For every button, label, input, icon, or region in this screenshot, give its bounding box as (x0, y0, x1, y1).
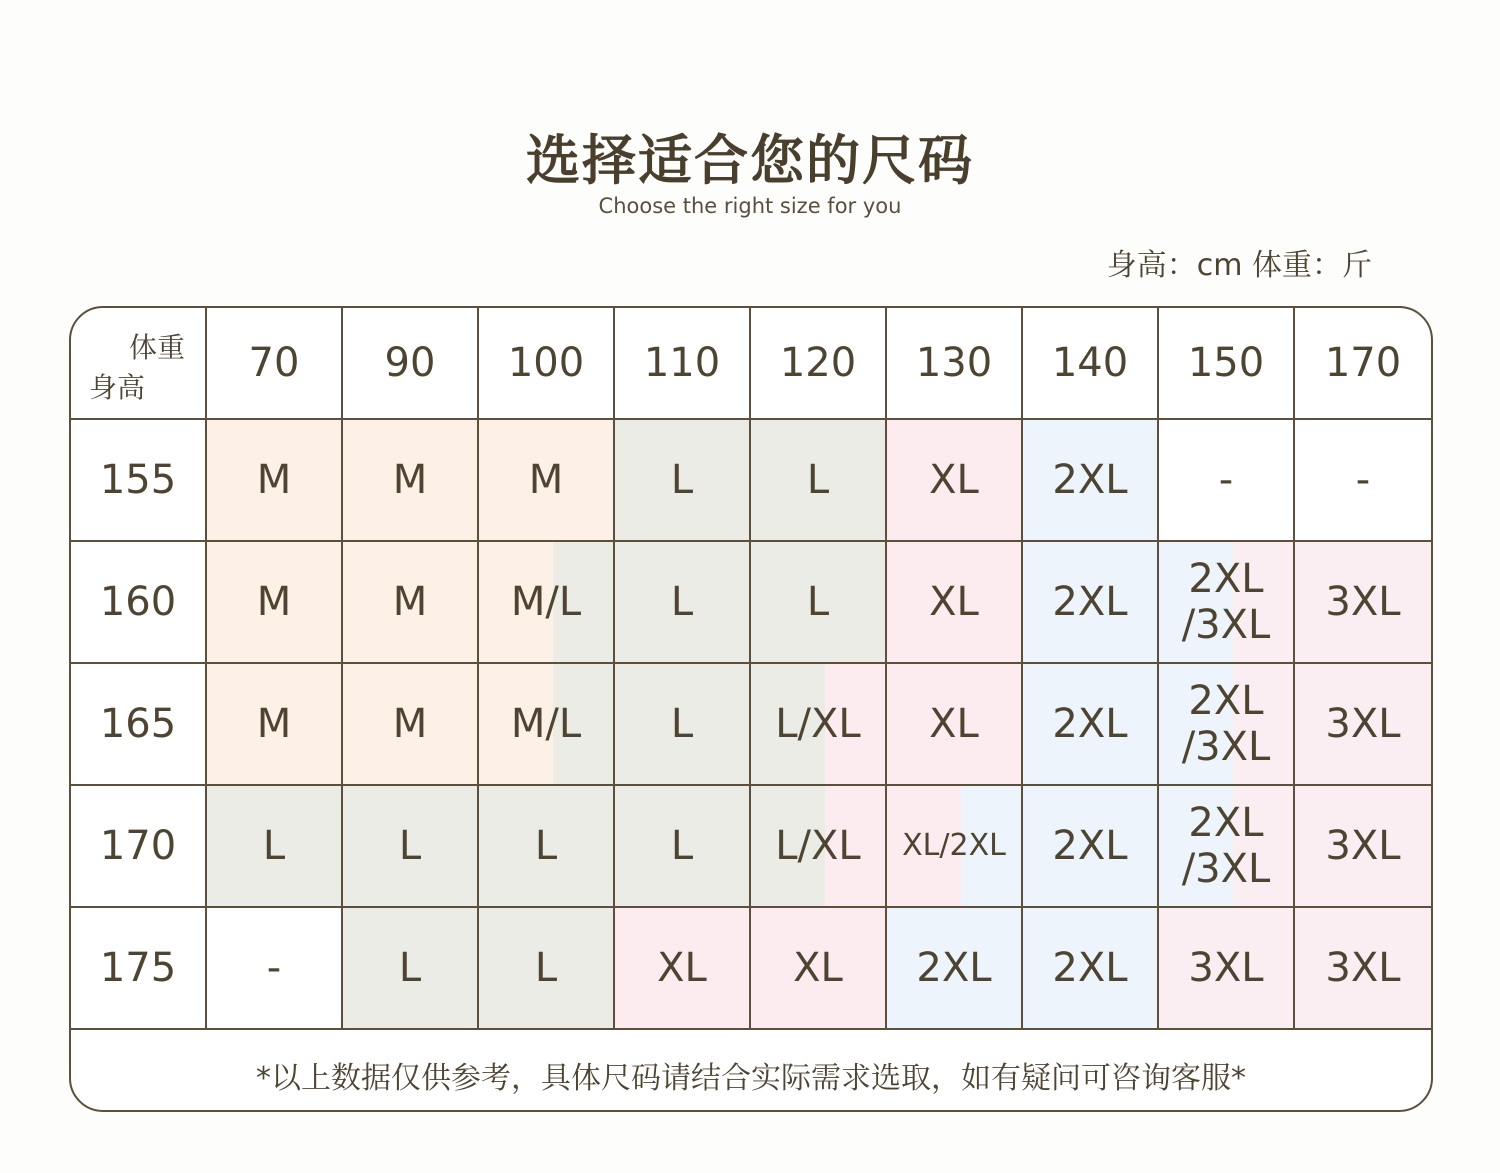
size-cell (615, 908, 751, 1030)
size-cell (1159, 420, 1295, 542)
height-header-155 (71, 420, 207, 542)
size-cell (751, 542, 887, 664)
size-cell (479, 420, 615, 542)
size-value: 2XL (1052, 457, 1128, 503)
size-cell (1023, 542, 1159, 664)
weight-axis-label: 体重 (128, 331, 185, 364)
weight-header-label: 170 (1324, 340, 1402, 386)
size-cell (615, 420, 751, 542)
size-cell (615, 664, 751, 786)
size-cell (479, 542, 615, 664)
size-value: XL/2XL (902, 827, 1006, 863)
height-axis-label: 身高 (89, 371, 146, 404)
size-cell (615, 786, 751, 908)
size-value: 3XL (1325, 823, 1401, 869)
size-cell (343, 420, 479, 542)
weight-header-label: 70 (248, 340, 300, 386)
size-value: L/XL (775, 701, 861, 747)
size-value: 3XL (1188, 945, 1264, 991)
size-cell (1159, 664, 1295, 786)
size-cell (207, 542, 343, 664)
size-value: - (1355, 457, 1371, 503)
size-cell (1023, 420, 1159, 542)
size-value: 2XL (916, 945, 992, 991)
size-cell (1295, 420, 1431, 542)
size-value: L (806, 457, 830, 503)
size-value: XL (929, 457, 979, 503)
height-header-label: 155 (99, 457, 177, 503)
size-value: M (256, 457, 292, 503)
height-header-label: 175 (99, 945, 177, 991)
size-cell (479, 664, 615, 786)
weight-header-150 (1159, 308, 1295, 420)
size-value: L (670, 701, 694, 747)
size-value: 2XL /3XL (1181, 556, 1271, 648)
size-value: L (262, 823, 286, 869)
size-value: L/XL (775, 823, 861, 869)
weight-header-label: 90 (384, 340, 436, 386)
size-value: 3XL (1325, 701, 1401, 747)
height-header-label: 165 (99, 701, 177, 747)
size-cell (343, 664, 479, 786)
weight-header-label: 150 (1187, 340, 1265, 386)
weight-header-70 (207, 308, 343, 420)
size-value: L (670, 823, 694, 869)
size-cell (207, 786, 343, 908)
height-header-165 (71, 664, 207, 786)
size-cell (207, 908, 343, 1030)
corner-header (71, 308, 207, 420)
footnote: *以上数据仅供参考，具体尺码请结合实际需求选取，如有疑问可咨询客服* (256, 1061, 1246, 1096)
size-cell (751, 786, 887, 908)
weight-header-130 (887, 308, 1023, 420)
weight-header-140 (1023, 308, 1159, 420)
size-value: 3XL (1325, 579, 1401, 625)
size-cell (751, 420, 887, 542)
page-title: 选择适合您的尺码 (526, 129, 974, 192)
size-cell (479, 786, 615, 908)
size-value: M (392, 579, 428, 625)
height-header-170 (71, 786, 207, 908)
size-value: L (670, 579, 694, 625)
size-value: - (266, 945, 282, 991)
size-value: L (806, 579, 830, 625)
size-cell (207, 420, 343, 542)
size-value: XL (929, 579, 979, 625)
size-cell (1023, 908, 1159, 1030)
size-cell (1023, 664, 1159, 786)
weight-header-label: 140 (1051, 340, 1129, 386)
size-cell (887, 542, 1023, 664)
weight-header-110 (615, 308, 751, 420)
size-cell (1023, 786, 1159, 908)
height-header-label: 170 (99, 823, 177, 869)
size-value: L (534, 945, 558, 991)
size-value: M (528, 457, 564, 503)
size-value: XL (793, 945, 843, 991)
weight-header-120 (751, 308, 887, 420)
size-value: 2XL /3XL (1181, 800, 1271, 892)
size-value: L (398, 823, 422, 869)
size-value: 2XL (1052, 701, 1128, 747)
size-cell (343, 908, 479, 1030)
size-cell (1295, 908, 1431, 1030)
weight-header-label: 100 (507, 340, 585, 386)
weight-header-label: 120 (779, 340, 857, 386)
size-cell (479, 908, 615, 1030)
size-value: 2XL /3XL (1181, 678, 1271, 770)
size-cell (887, 664, 1023, 786)
size-value: M (256, 579, 292, 625)
height-header-label: 160 (99, 579, 177, 625)
units-note: 身高：cm 体重：斤 (1106, 248, 1372, 283)
size-value: M/L (510, 579, 582, 625)
size-cell (751, 908, 887, 1030)
size-cell (343, 542, 479, 664)
size-value: XL (929, 701, 979, 747)
size-value: L (534, 823, 558, 869)
size-cell (1159, 908, 1295, 1030)
size-cell (887, 420, 1023, 542)
weight-header-170 (1295, 308, 1431, 420)
size-value: XL (657, 945, 707, 991)
size-cell (615, 542, 751, 664)
size-cell (1295, 542, 1431, 664)
size-value: 3XL (1325, 945, 1401, 991)
size-value: 2XL (1052, 823, 1128, 869)
height-header-160 (71, 542, 207, 664)
size-value: M (256, 701, 292, 747)
size-cell (207, 664, 343, 786)
size-cell (1159, 786, 1295, 908)
height-header-175 (71, 908, 207, 1030)
size-cell (751, 664, 887, 786)
size-cell (1295, 664, 1431, 786)
size-value: M (392, 701, 428, 747)
size-cell (887, 908, 1023, 1030)
size-cell (1295, 786, 1431, 908)
size-value: 2XL (1052, 579, 1128, 625)
weight-header-label: 110 (643, 340, 721, 386)
size-value: - (1218, 457, 1234, 503)
size-table (69, 306, 1433, 1112)
size-cell (887, 786, 1023, 908)
size-value: L (670, 457, 694, 503)
weight-header-100 (479, 308, 615, 420)
size-cell (343, 786, 479, 908)
size-value: M/L (510, 701, 582, 747)
size-value: L (398, 945, 422, 991)
page-subtitle: Choose the right size for you (598, 194, 902, 218)
size-cell (1159, 542, 1295, 664)
size-grid (71, 308, 1431, 1030)
size-value: M (392, 457, 428, 503)
weight-header-label: 130 (915, 340, 993, 386)
size-value: 2XL (1052, 945, 1128, 991)
weight-header-90 (343, 308, 479, 420)
